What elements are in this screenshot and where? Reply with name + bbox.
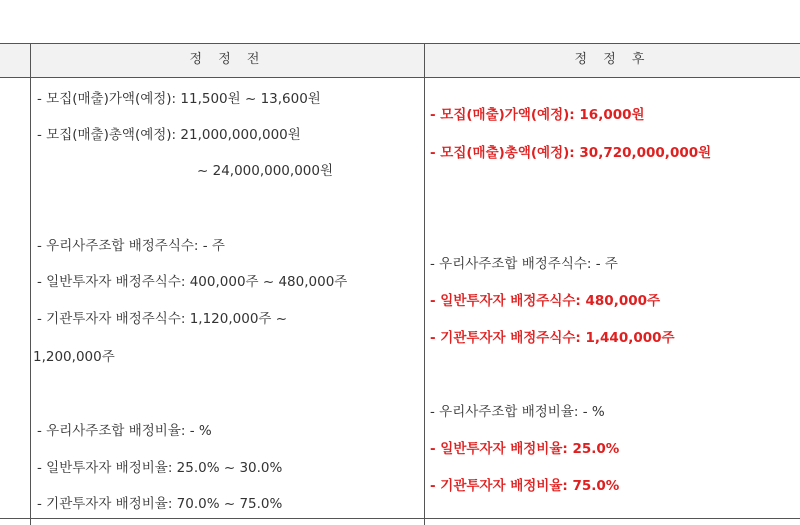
before-price: - 모집(매출)가액(예정): 11,500원 ~ 13,600원 bbox=[37, 91, 321, 107]
header-after: 정 정 후 bbox=[574, 52, 651, 67]
before-total-line1: - 모집(매출)총액(예정): 21,000,000,000원 bbox=[37, 127, 301, 143]
column-divider-middle bbox=[424, 43, 425, 525]
after-alloc-retail-shares: - 일반투자자 배정주식수: 480,000주 bbox=[430, 293, 661, 309]
header-before: 정 정 전 bbox=[189, 52, 266, 67]
after-alloc-employee-shares: - 우리사주조합 배정주식수: - 주 bbox=[430, 256, 618, 272]
column-divider-left bbox=[30, 43, 31, 525]
before-total-line2: ~ 24,000,000,000원 bbox=[197, 163, 333, 179]
table-row-bottom-border bbox=[0, 518, 800, 519]
after-price: - 모집(매출)가액(예정): 16,000원 bbox=[430, 107, 645, 123]
after-ratio-inst: - 기관투자자 배정비율: 75.0% bbox=[430, 478, 620, 494]
before-alloc-inst-shares-line2: 1,200,000주 bbox=[33, 349, 115, 365]
before-alloc-inst-shares-line1: - 기관투자자 배정주식수: 1,120,000주 ~ bbox=[37, 311, 288, 327]
table-header-row bbox=[0, 43, 800, 77]
before-ratio-inst: - 기관투자자 배정비율: 70.0% ~ 75.0% bbox=[37, 496, 283, 512]
after-alloc-inst-shares: - 기관투자자 배정주식수: 1,440,000주 bbox=[430, 330, 675, 346]
after-total: - 모집(매출)총액(예정): 30,720,000,000원 bbox=[430, 145, 712, 161]
before-ratio-retail: - 일반투자자 배정비율: 25.0% ~ 30.0% bbox=[37, 460, 283, 476]
table-top-border bbox=[0, 43, 800, 44]
before-ratio-employee: - 우리사주조합 배정비율: - % bbox=[37, 423, 212, 439]
before-alloc-employee-shares: - 우리사주조합 배정주식수: - 주 bbox=[37, 238, 225, 254]
before-alloc-retail-shares: - 일반투자자 배정주식수: 400,000주 ~ 480,000주 bbox=[37, 274, 348, 290]
after-ratio-employee: - 우리사주조합 배정비율: - % bbox=[430, 404, 605, 420]
after-ratio-retail: - 일반투자자 배정비율: 25.0% bbox=[430, 441, 620, 457]
header-bottom-border bbox=[0, 77, 800, 78]
